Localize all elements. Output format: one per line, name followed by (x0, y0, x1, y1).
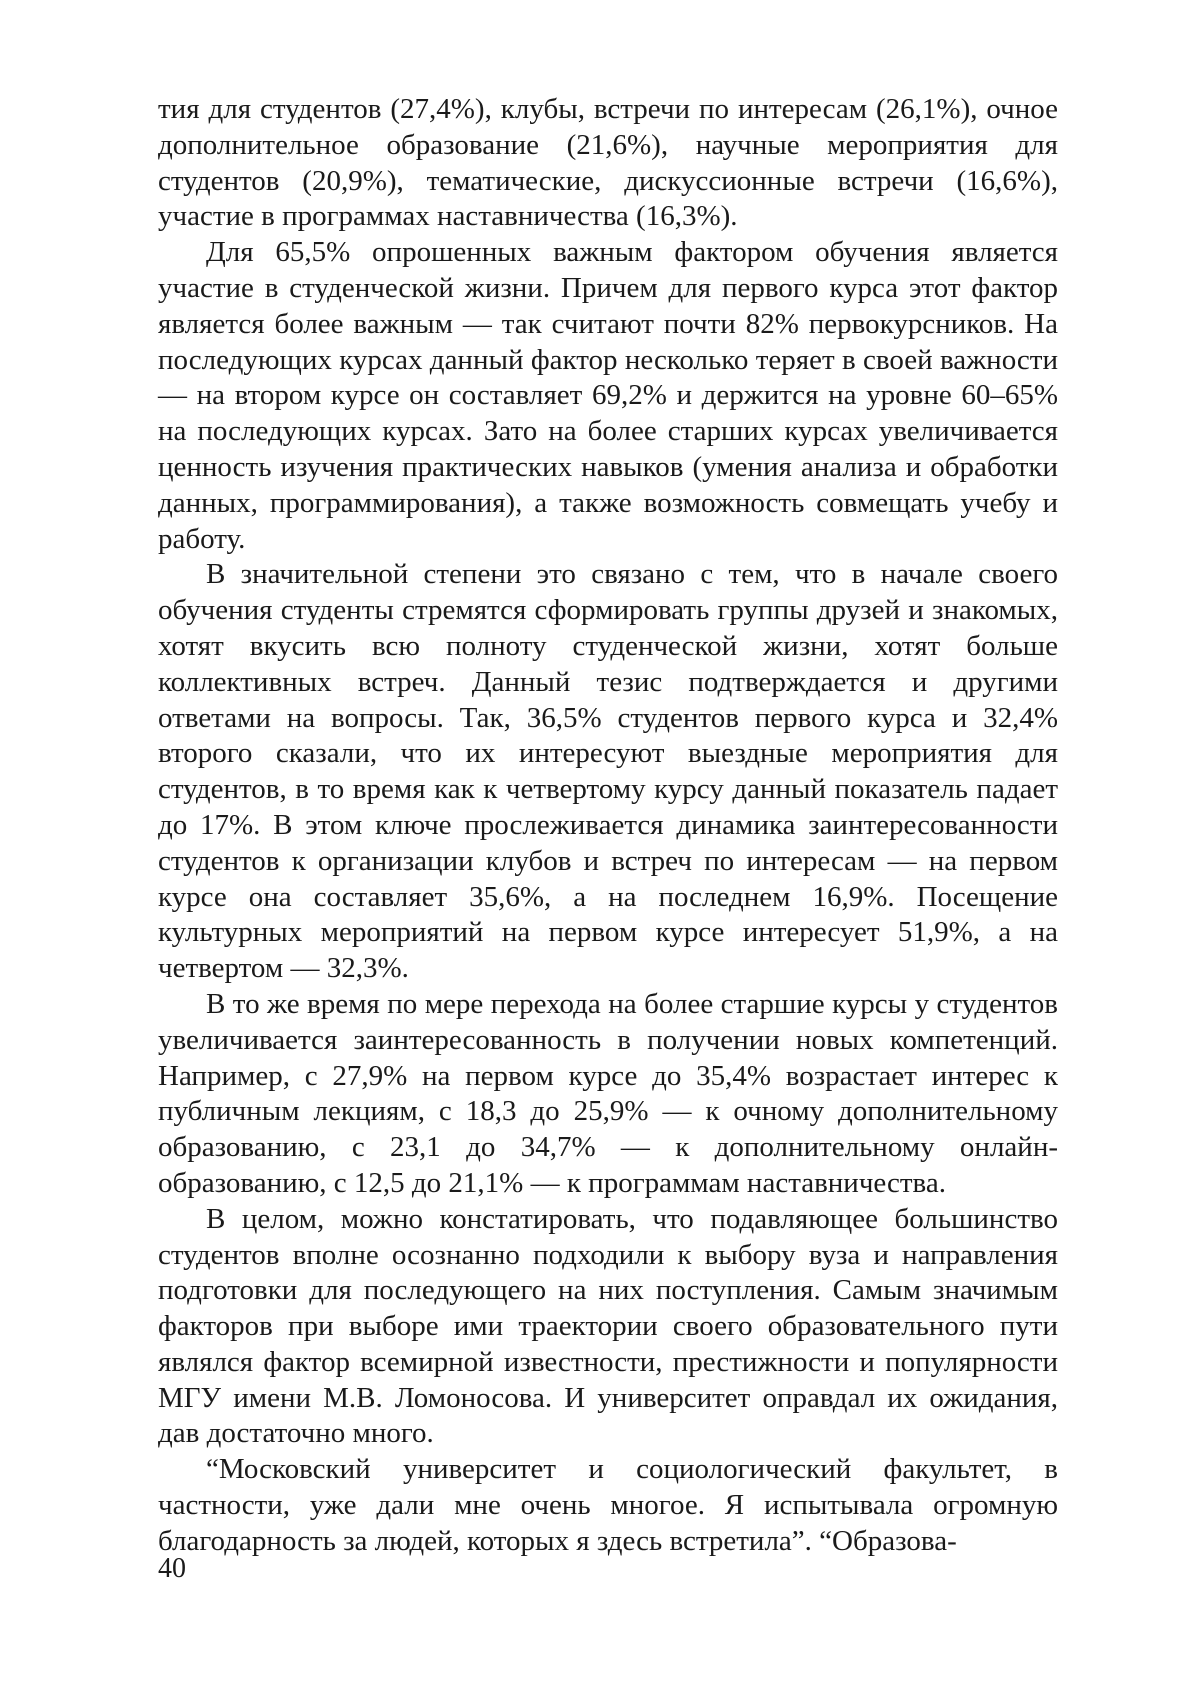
page-number: 40 (158, 1552, 186, 1586)
paragraph-quote: “Московский университет и социологический факультет, в частности, уже дали мне очень многое. Я испытывала огромную благодарность за людей, которых я здесь встретила”. “Образова- (158, 1452, 1058, 1559)
body-text (158, 92, 1058, 1560)
paragraph-student-life: Для 65,5% опрошенных важным фактором обучения является участие в студенческой жизни. Причем для первого курса этот фактор является более важным — так считают почти 82% первокурсников. На последующих курсах данный фактор несколько теряет в своей важности — на втором курсе он составляет 69,2% и держится на уровне 60–65% на последующих курсах. Зато на более старших курсах увеличивается ценность изучения практических навыков (умения анализа и обработки данных, программирования), а также возможность совмещать учебу и работу. (158, 235, 1058, 557)
document-page (0, 0, 1200, 1703)
paragraph-continuation: тия для студентов (27,4%), клубы, встречи по интересам (26,1%), очное дополнительное образование (21,6%), научные мероприятия для студентов (20,9%), тематические, дискуссионные встречи (16,6%), участие в программах наставничества (16,3%). (158, 92, 1058, 235)
paragraph-first-year-motivation: В значительной степени это связано с тем, что в начале своего обучения студенты стремятся сформировать группы друзей и знакомых, хотят вкусить всю полноту студенческой жизни, хотят больше коллективных встреч. Данный тезис подтверждается и другими ответами на вопросы. Так, 36,5% студентов первого курса и 32,4% второго сказали, что их интересуют выездные мероприятия для студентов, в то время как к четвертому курсу данный показатель падает до 17%. В этом ключе прослеживается динамика заинтересованности студентов к организации клубов и встреч по интересам — на первом курсе она составляет 35,6%, а на последнем 16,9%. Посещение культурных мероприятий на первом курсе интересует 51,9%, а на четвертом — 32,3%. (158, 557, 1058, 987)
paragraph-senior-competencies: В то же время по мере перехода на более старшие курсы у студентов увеличивается заинтересованность в получении новых компетенций. Например, с 27,9% на первом курсе до 35,4% возрастает интерес к публичным лекциям, с 18,3 до 25,9% — к очному дополнительному образованию, с 23,1 до 34,7% — к дополнительному онлайн-образованию, с 12,5 до 21,1% — к программам наставничества. (158, 987, 1058, 1202)
paragraph-conclusion: В целом, можно констатировать, что подавляющее большинство студентов вполне осознанно подходили к выбору вуза и направления подготовки для последующего на них поступления. Самым значимым факторов при выборе ими траектории своего образовательного пути являлся фактор всемирной известности, престижности и популярности МГУ имени М.В. Ломоносова. И университет оправдал их ожидания, дав достаточно много. (158, 1202, 1058, 1453)
